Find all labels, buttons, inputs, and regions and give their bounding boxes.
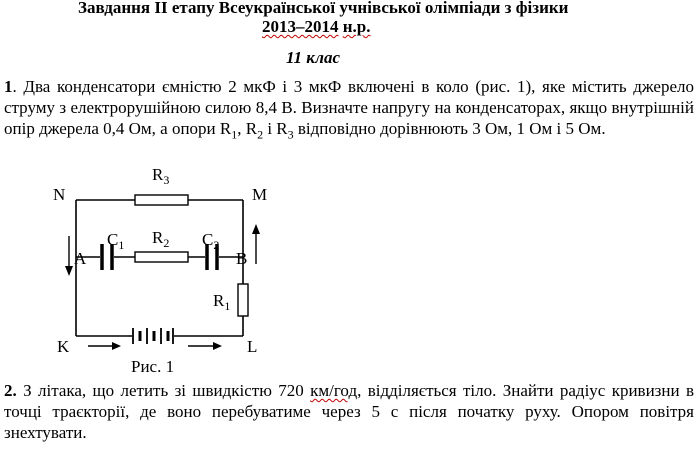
problem-1-text: і R (263, 119, 288, 138)
current-arrow-left (65, 236, 73, 276)
current-arrow-bottom-left (88, 342, 121, 350)
academic-year-abbrev: н.р. (342, 17, 371, 36)
speed-unit: км/год (310, 381, 358, 400)
subscript: 2 (257, 127, 264, 142)
node-label-l: L (247, 337, 258, 356)
battery (133, 328, 173, 344)
subscript: 1 (231, 127, 238, 142)
node-label-b: B (236, 249, 248, 268)
problem-1-text: , R (237, 119, 258, 138)
grade-label: 11 клас (286, 48, 341, 67)
resistor-r2 (135, 252, 188, 262)
label-c2: $C_2$ (202, 230, 220, 252)
problem-2-text: , відділяється тіло. Знайти радіус кривизни в точці траєкторії, де воно перебуватиме через 5 с після початку руху. Опором повітря знехтувати. (4, 381, 694, 442)
problem-1-text: . Два конденсатори ємністю 2 мкФ і 3 мкФ включені в коло (рис. 1), яке містить джерело струму з електрорушійною силою 8,4 В. Визначте напругу на конденсаторах, якщо внутрішній опір джерела 0,4 Ом, а опори R (4, 77, 694, 138)
label-r2: $R_2$ (152, 228, 170, 250)
title-line-1: Завдання ІІ етапу Всеукраїнської учнівської олімпіади з фізики (78, 0, 569, 17)
figure-caption: Рис. 1 (131, 357, 175, 376)
label-r3: $R_3$ (152, 165, 170, 187)
problem-1-number: 1 (4, 77, 13, 96)
problem-2-text: З літака, що летить зі швидкістю 720 (16, 381, 311, 400)
resistor-r3 (135, 195, 188, 205)
label-r1: $R_1$ (213, 291, 231, 313)
node-label-a: A (74, 249, 87, 268)
problem-2-number: 2. (4, 381, 17, 400)
node-label-m: M (252, 185, 268, 204)
problem-1-text: відповідно дорівнюють 3 Ом, 1 Ом і 5 Ом. (293, 119, 606, 138)
problem-2 (4, 380, 694, 443)
current-arrow-right (252, 224, 260, 264)
resistor-r1 (238, 284, 248, 316)
label-c1: $C_1$ (107, 230, 125, 252)
academic-years: 2013–2014 (262, 17, 339, 36)
current-arrow-bottom-right (188, 342, 222, 350)
node-label-n: N (53, 185, 66, 204)
node-label-k: K (57, 337, 70, 356)
subscript: 3 (287, 127, 294, 142)
